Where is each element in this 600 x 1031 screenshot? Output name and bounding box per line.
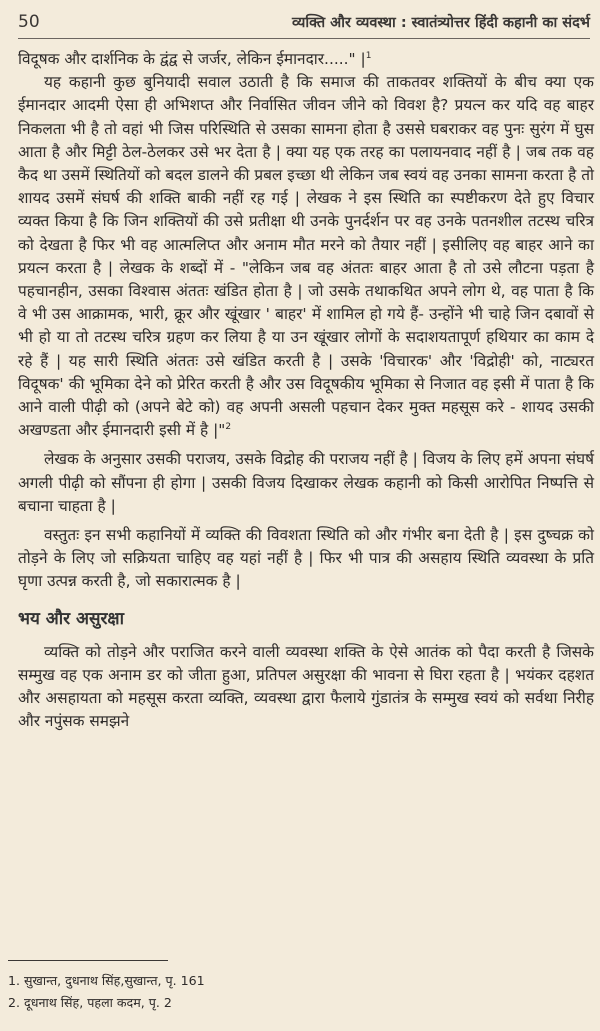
body-text bbox=[18, 48, 594, 734]
section-heading: भय और असुरक्षा bbox=[18, 608, 125, 629]
paragraph: यह कहानी कुछ बुनियादी सवाल उठाती है कि समाज की ताकतवर शक्तियों के बीच क्या एक ईमानदार आदमी ऐसा ही अभिशप्त और निर्वासित जीवन जीने को विवश है? प्रयत्न कर यदि वह बाहर निकलता भी है तो वहां भी जिस परिस्थिति से उसका सामना होता है उससे घबराकर वह पुनः सुरंग में घुस आता है और मिट्टी ठेल-ठेलकर उसे भर देता है | क्या यह एक तरह का पलायनवाद नहीं है | जब तक वह कैद था उसमें स्थितियों को बदल डालने की प्रबल इच्छा थी लेकिन जब स्वयं वह उनका सामना करता है तो शायद उसमें संघर्ष की शक्ति बाकी नहीं रह गई | लेखक ने इस स्थिति का स्पष्टीकरण देते हुए विचार व्यक्त किया है कि जिन शक्तियों की उसे प्रतीक्षा थी उनके पुनर्दर्शन पर वह उनके पतनशील तटस्थ चरित्र को देखता है फिर भी वह आत्मलिप्त और अनाम मौत मरने को तैयार नहीं | इसीलिए वह बाहर आने का प्रयत्न करता है | लेखक के शब्दों में - "लेकिन जब वह अंततः बाहर आता है तो उसे लौटना पड़ता है पहचानहीन, उसका विश्वास अंततः खंडित होता है | जो उसके तथाकथित अपने लोग थे, वह पाता है कि वे भी उस आक्रामक, भारी, क्रूर और खूंखार ' बाहर' में शामिल हो गये हैं- उन्होंने भी चाहे जिन दबावों से भी हो या तो तटस्थ चरित्र ग्रहण कर लिया है या उन खूंखार लोगों के सदाशयतापूर्ण हथियार का काम दे रहे हैं | यह सारी स्थिति अंततः उसे खंडित करती है | उसके 'विचारक' और 'विद्रोही' को, नाट्यरत विदूषक' की भूमिका देने को प्रेरित करती है और उस विदूषकीय भूमिका से निजात वह इसी में पाता है कि आने वाली पीढ़ी को (अपने बेटे को) वह अपनी असली पहचान देकर मुक्त महसूस करे - शायद उसकी अखण्डता और ईमानदारी इसी में है |"$^2$ bbox=[18, 73, 594, 440]
paragraph: लेखक के अनुसार उसकी पराजय, उसके विद्रोह की पराजय नहीं है | विजय के लिए हमें अपना संघर्ष अगली पीढ़ी को सौंपना ही होगा | उसकी विजय दिखाकर लेखक कहानी को किसी आरोपित निष्पत्ति से बचाना चाहता है | bbox=[18, 450, 594, 515]
footnote-divider bbox=[8, 960, 168, 961]
footnote: 1. सुखान्त, दुधनाथ सिंह,सुखान्त, पृ. 161 bbox=[8, 973, 205, 988]
paragraph: वस्तुतः इन सभी कहानियों में व्यक्ति की विवशता स्थिति को और गंभीर बना देती है | इस दुष्चक्र को तोड़ने के लिए जो सक्रियता चाहिए वह यहां नहीं है | फिर भी पात्र की असहाय स्थिति व्यवस्था के प्रति घृणा उत्पन्न करती है, जो सकारात्मक है | bbox=[18, 526, 594, 591]
page-number: 50 bbox=[18, 12, 40, 32]
section-paragraph: व्यक्ति को तोड़ने और पराजित करने वाली व्यवस्था शक्ति के ऐसे आतंक को पैदा करती है जिसके सम्मुख वह एक अनाम डर को जीता हुआ, प्रतिपल असुरक्षा की भावना से घिरा रहता है | भयंकर दहशत और असहायता को महसूस करता व्यक्ति, व्यवस्था द्वारा फैलाये गुंडातंत्र के सम्मुख स्वयं को सर्वथा निरीह और नपुंसक समझने bbox=[18, 642, 594, 731]
paragraph-continuation: विदूषक और दार्शनिक के द्वंद्व से जर्जर, लेकिन ईमानदार....." $|^1$ bbox=[18, 50, 372, 68]
footnote: 2. दूधनाथ सिंह, पहला कदम, पृ. 2 bbox=[8, 995, 172, 1010]
footnote-ref-1: 1 bbox=[365, 50, 372, 61]
running-title: व्यक्ति और व्यवस्था : स्वातंत्र्योत्तर हिंदी कहानी का संदर्भ bbox=[291, 15, 590, 31]
footnotes bbox=[8, 970, 205, 1014]
footnote-ref-2: 2 bbox=[225, 422, 232, 433]
page-header bbox=[18, 12, 590, 39]
